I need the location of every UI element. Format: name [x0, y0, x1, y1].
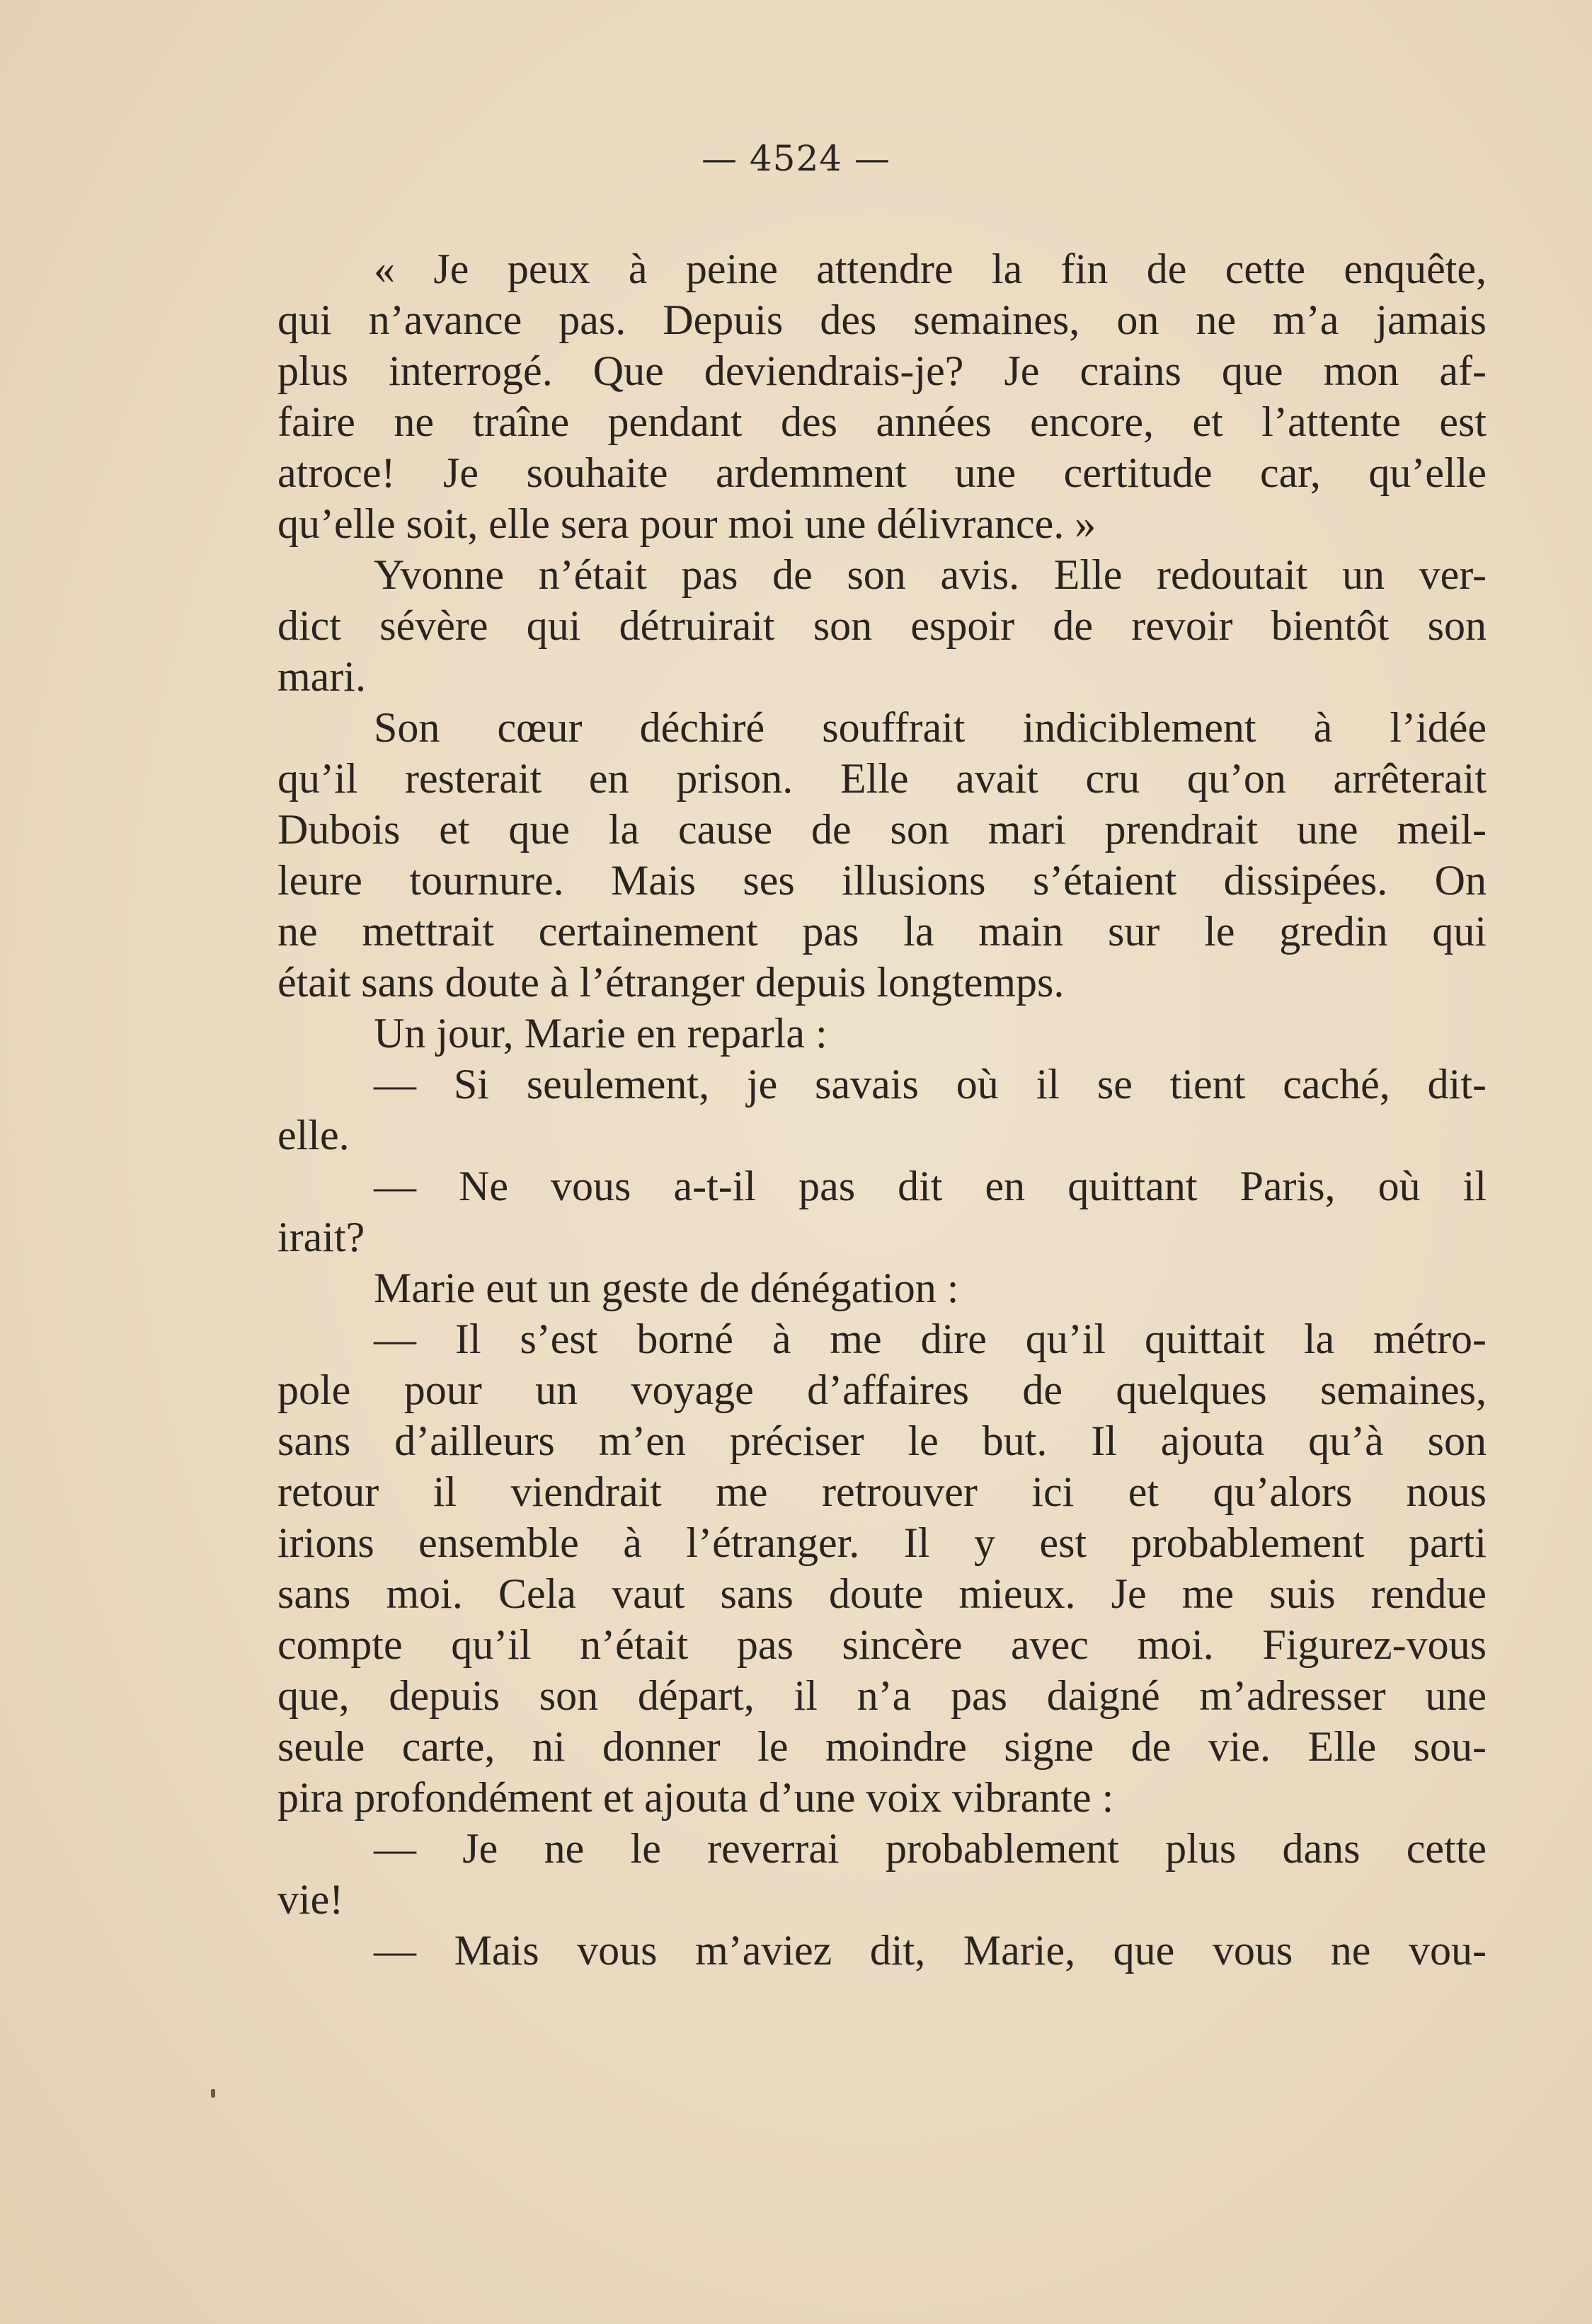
text-line: Yvonne n’était pas de son avis. Elle redoutait un ver- [374, 551, 1487, 598]
text-line: pira profondément et ajouta d’une voix vibrante : [277, 1774, 1114, 1821]
body-text [277, 243, 1487, 1976]
text-line: elle. [277, 1112, 350, 1158]
text-line: compte qu’il n’était pas sincère avec moi. Figurez-vous [277, 1621, 1487, 1668]
text-line: sans d’ailleurs m’en préciser le but. Il ajouta qu’à son [277, 1417, 1487, 1464]
text-line: seule carte, ni donner le moindre signe de vie. Elle sou- [277, 1723, 1487, 1770]
text-line: leure tournure. Mais ses illusions s’étaient dissipées. On [277, 857, 1487, 904]
text-line: vie! [277, 1876, 344, 1923]
text-line: qu’elle soit, elle sera pour moi une délivrance. » [277, 500, 1096, 547]
paper-speck [211, 2089, 215, 2098]
text-line: sans moi. Cela vaut sans doute mieux. Je me suis rendue [277, 1570, 1487, 1617]
text-line: Un jour, Marie en reparla : [374, 1010, 828, 1057]
text-line: — Ne vous a-t-il pas dit en quittant Paris, où il [374, 1163, 1487, 1209]
text-line: qui n’avance pas. Depuis des semaines, on ne m’a jamais [277, 297, 1487, 343]
text-line: dict sévère qui détruirait son espoir de revoir bientôt son [277, 602, 1487, 649]
text-line: pole pour un voyage d’affaires de quelques semaines, [277, 1367, 1487, 1413]
text-line: qu’il resterait en prison. Elle avait cru qu’on arrêterait [277, 755, 1487, 802]
page-number: — 4524 — [701, 138, 891, 179]
text-line: — Il s’est borné à me dire qu’il quittait la métro- [374, 1316, 1487, 1362]
text-line: — Je ne le reverrai probablement plus dans cette [374, 1825, 1487, 1872]
text-line: — Si seulement, je savais où il se tient caché, dit- [374, 1061, 1487, 1108]
text-line: était sans doute à l’étranger depuis longtemps. [277, 959, 1065, 1006]
text-line: — Mais vous m’aviez dit, Marie, que vous ne vou- [374, 1927, 1487, 1974]
text-line: que, depuis son départ, il n’a pas daigné m’adresser une [277, 1672, 1487, 1719]
text-line: irions ensemble à l’étranger. Il y est probablement parti [277, 1519, 1487, 1566]
text-line: « Je peux à peine attendre la fin de cette enquête, [374, 246, 1487, 292]
text-line: plus interrogé. Que deviendrais-je? Je crains que mon af- [277, 347, 1487, 394]
text-line: Son cœur déchiré souffrait indiciblement à l’idée [374, 704, 1487, 751]
text-line: Dubois et que la cause de son mari prendrait une meil- [277, 806, 1487, 853]
text-line: mari. [277, 653, 366, 700]
text-line: faire ne traîne pendant des années encore, et l’attente est [277, 398, 1487, 445]
text-line: ne mettrait certainement pas la main sur le gredin qui [277, 908, 1487, 955]
text-line: retour il viendrait me retrouver ici et qu’alors nous [277, 1468, 1487, 1515]
text-line: Marie eut un geste de dénégation : [374, 1265, 959, 1311]
text-line: irait? [277, 1214, 365, 1260]
text-line: atroce! Je souhaite ardemment une certitude car, qu’elle [277, 449, 1487, 496]
